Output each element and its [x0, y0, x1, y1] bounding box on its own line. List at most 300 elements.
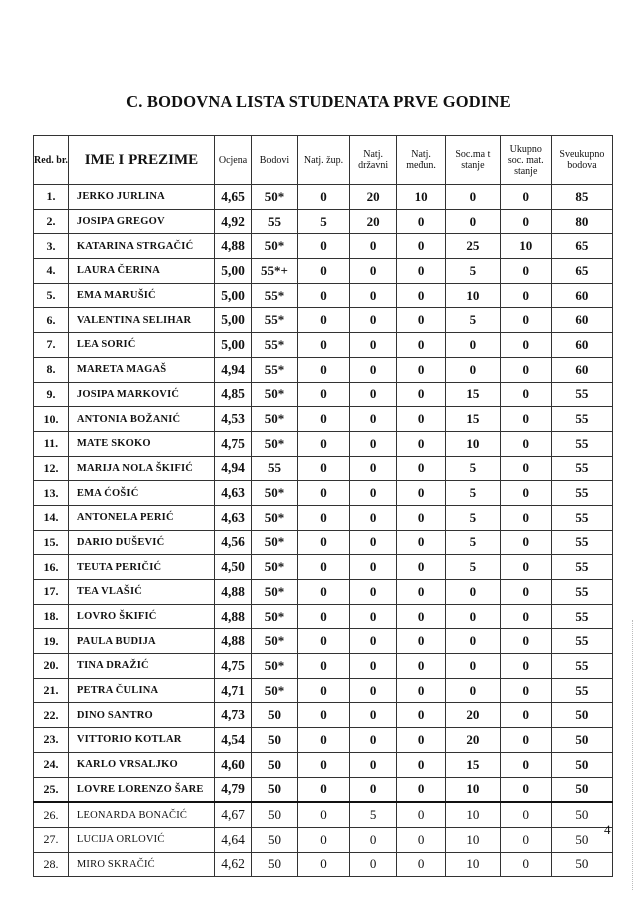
rank-cell: 5. [34, 283, 69, 308]
county-competition-cell: 0 [297, 505, 349, 530]
total-points-cell: 50 [551, 827, 612, 852]
total-points-cell: 50 [551, 703, 612, 728]
county-competition-cell: 0 [297, 827, 349, 852]
county-competition-cell: 0 [297, 654, 349, 679]
social-status-total-cell: 0 [500, 357, 551, 382]
header-rank: Red. br. [34, 136, 69, 185]
state-competition-cell: 0 [350, 431, 397, 456]
international-competition-cell: 0 [397, 259, 446, 284]
social-status-total-cell: 0 [500, 777, 551, 802]
grade-cell: 4,50 [215, 555, 252, 580]
name-cell: TEA VLAŠIĆ [68, 580, 214, 605]
county-competition-cell: 0 [297, 407, 349, 432]
grade-cell: 4,88 [215, 234, 252, 259]
points-cell: 50* [252, 604, 298, 629]
name-cell: DARIO DUŠEVIĆ [68, 530, 214, 555]
name-cell: PAULA BUDIJA [68, 629, 214, 654]
name-cell: ANTONIA BOŽANIĆ [68, 407, 214, 432]
table-row [34, 481, 613, 506]
grade-cell: 4,94 [215, 456, 252, 481]
social-status-total-cell: 0 [500, 678, 551, 703]
table-row [34, 752, 613, 777]
state-competition-cell: 0 [350, 456, 397, 481]
total-points-cell: 60 [551, 308, 612, 333]
points-cell: 50 [252, 728, 298, 753]
international-competition-cell: 0 [397, 752, 446, 777]
points-cell: 55 [252, 456, 298, 481]
points-cell: 50* [252, 481, 298, 506]
international-competition-cell: 0 [397, 283, 446, 308]
rank-cell: 7. [34, 333, 69, 358]
table-row [34, 505, 613, 530]
county-competition-cell: 0 [297, 259, 349, 284]
header-county-competition: Natj. žup. [297, 136, 349, 185]
social-status-cell: 0 [446, 357, 501, 382]
name-cell: LUCIJA ORLOVIĆ [68, 827, 214, 852]
table-row [34, 604, 613, 629]
name-cell: VALENTINA SELIHAR [68, 308, 214, 333]
header-social-status-total: Ukupno soc. mat. stanje [500, 136, 551, 185]
social-status-cell: 0 [446, 654, 501, 679]
county-competition-cell: 0 [297, 357, 349, 382]
grade-cell: 4,88 [215, 604, 252, 629]
international-competition-cell: 0 [397, 703, 446, 728]
social-status-cell: 5 [446, 308, 501, 333]
rank-cell: 27. [34, 827, 69, 852]
state-competition-cell: 0 [350, 852, 397, 877]
state-competition-cell: 0 [350, 555, 397, 580]
state-competition-cell: 0 [350, 505, 397, 530]
table-row [34, 802, 613, 827]
rank-cell: 23. [34, 728, 69, 753]
international-competition-cell: 0 [397, 382, 446, 407]
points-cell: 55 [252, 209, 298, 234]
state-competition-cell: 0 [350, 827, 397, 852]
county-competition-cell: 0 [297, 802, 349, 827]
social-status-total-cell: 0 [500, 555, 551, 580]
international-competition-cell: 0 [397, 777, 446, 802]
points-cell: 55* [252, 308, 298, 333]
international-competition-cell: 0 [397, 209, 446, 234]
total-points-cell: 55 [551, 654, 612, 679]
total-points-cell: 55 [551, 555, 612, 580]
name-cell: TEUTA PERIČIĆ [68, 555, 214, 580]
social-status-total-cell: 0 [500, 456, 551, 481]
table-row [34, 209, 613, 234]
table-row [34, 678, 613, 703]
international-competition-cell: 0 [397, 555, 446, 580]
rank-cell: 12. [34, 456, 69, 481]
total-points-cell: 50 [551, 777, 612, 802]
state-competition-cell: 20 [350, 209, 397, 234]
social-status-total-cell: 0 [500, 703, 551, 728]
grade-cell: 4,85 [215, 382, 252, 407]
social-status-total-cell: 0 [500, 505, 551, 530]
rank-cell: 24. [34, 752, 69, 777]
total-points-cell: 55 [551, 382, 612, 407]
points-cell: 55*+ [252, 259, 298, 284]
name-cell: KARLO VRSALJKO [68, 752, 214, 777]
rank-cell: 28. [34, 852, 69, 877]
name-cell: MARIJA NOLA ŠKIFIĆ [68, 456, 214, 481]
points-cell: 50 [252, 827, 298, 852]
name-cell: VITTORIO KOTLAR [68, 728, 214, 753]
points-cell: 50* [252, 555, 298, 580]
table-row [34, 852, 613, 877]
international-competition-cell: 0 [397, 604, 446, 629]
international-competition-cell: 0 [397, 333, 446, 358]
grade-cell: 5,00 [215, 333, 252, 358]
state-competition-cell: 5 [350, 802, 397, 827]
points-cell: 50 [252, 703, 298, 728]
international-competition-cell: 0 [397, 827, 446, 852]
table-row [34, 234, 613, 259]
state-competition-cell: 0 [350, 629, 397, 654]
state-competition-cell: 0 [350, 752, 397, 777]
rank-cell: 19. [34, 629, 69, 654]
social-status-total-cell: 0 [500, 308, 551, 333]
county-competition-cell: 0 [297, 530, 349, 555]
state-competition-cell: 0 [350, 678, 397, 703]
state-competition-cell: 0 [350, 604, 397, 629]
points-cell: 50 [252, 802, 298, 827]
scan-edge-artifact [632, 620, 633, 890]
grade-cell: 4,64 [215, 827, 252, 852]
name-cell: TINA DRAŽIĆ [68, 654, 214, 679]
total-points-cell: 55 [551, 407, 612, 432]
social-status-cell: 15 [446, 752, 501, 777]
county-competition-cell: 0 [297, 777, 349, 802]
social-status-cell: 15 [446, 407, 501, 432]
header-state-competition: Natj. državni [350, 136, 397, 185]
county-competition-cell: 0 [297, 234, 349, 259]
rank-cell: 22. [34, 703, 69, 728]
grade-cell: 4,53 [215, 407, 252, 432]
rank-cell: 9. [34, 382, 69, 407]
table-row [34, 185, 613, 210]
table-row [34, 827, 613, 852]
points-cell: 50* [252, 505, 298, 530]
state-competition-cell: 0 [350, 283, 397, 308]
table-row [34, 431, 613, 456]
table-row [34, 333, 613, 358]
total-points-cell: 60 [551, 283, 612, 308]
total-points-cell: 50 [551, 802, 612, 827]
social-status-total-cell: 0 [500, 728, 551, 753]
name-cell: LEA SORIĆ [68, 333, 214, 358]
state-competition-cell: 0 [350, 580, 397, 605]
name-cell: DINO SANTRO [68, 703, 214, 728]
social-status-cell: 5 [446, 481, 501, 506]
state-competition-cell: 0 [350, 357, 397, 382]
county-competition-cell: 0 [297, 333, 349, 358]
social-status-total-cell: 0 [500, 481, 551, 506]
name-cell: EMA ĆOŠIĆ [68, 481, 214, 506]
rank-cell: 3. [34, 234, 69, 259]
total-points-cell: 55 [551, 530, 612, 555]
international-competition-cell: 0 [397, 456, 446, 481]
total-points-cell: 50 [551, 852, 612, 877]
international-competition-cell: 0 [397, 505, 446, 530]
grade-cell: 4,92 [215, 209, 252, 234]
state-competition-cell: 0 [350, 382, 397, 407]
points-cell: 50 [252, 852, 298, 877]
rank-cell: 2. [34, 209, 69, 234]
social-status-cell: 5 [446, 456, 501, 481]
total-points-cell: 80 [551, 209, 612, 234]
table-row [34, 308, 613, 333]
rank-cell: 1. [34, 185, 69, 210]
county-competition-cell: 0 [297, 555, 349, 580]
grade-cell: 4,79 [215, 777, 252, 802]
rank-cell: 15. [34, 530, 69, 555]
grade-cell: 4,88 [215, 629, 252, 654]
state-competition-cell: 0 [350, 530, 397, 555]
header-points: Bodovi [252, 136, 298, 185]
social-status-cell: 0 [446, 580, 501, 605]
points-cell: 50* [252, 580, 298, 605]
total-points-cell: 55 [551, 481, 612, 506]
social-status-total-cell: 10 [500, 234, 551, 259]
state-competition-cell: 0 [350, 308, 397, 333]
header-total-points: Sveukupno bodova [551, 136, 612, 185]
social-status-total-cell: 0 [500, 333, 551, 358]
social-status-cell: 0 [446, 678, 501, 703]
social-status-total-cell: 0 [500, 604, 551, 629]
county-competition-cell: 0 [297, 678, 349, 703]
rank-cell: 21. [34, 678, 69, 703]
table-row [34, 382, 613, 407]
name-cell: KATARINA STRGAČIĆ [68, 234, 214, 259]
county-competition-cell: 0 [297, 629, 349, 654]
social-status-cell: 10 [446, 283, 501, 308]
social-status-cell: 0 [446, 333, 501, 358]
county-competition-cell: 0 [297, 431, 349, 456]
header-social-status: Soc.ma t stanje [446, 136, 501, 185]
county-competition-cell: 0 [297, 283, 349, 308]
table-row [34, 629, 613, 654]
table-row [34, 654, 613, 679]
social-status-cell: 10 [446, 827, 501, 852]
points-cell: 50* [252, 431, 298, 456]
rank-cell: 18. [34, 604, 69, 629]
grade-cell: 4,62 [215, 852, 252, 877]
name-cell: PETRA ČULINA [68, 678, 214, 703]
total-points-cell: 65 [551, 234, 612, 259]
grade-cell: 5,00 [215, 308, 252, 333]
social-status-cell: 5 [446, 555, 501, 580]
points-cell: 50* [252, 185, 298, 210]
rank-cell: 16. [34, 555, 69, 580]
total-points-cell: 60 [551, 333, 612, 358]
table-body [34, 185, 613, 877]
total-points-cell: 55 [551, 629, 612, 654]
social-status-total-cell: 0 [500, 827, 551, 852]
table-row [34, 530, 613, 555]
points-cell: 50 [252, 752, 298, 777]
state-competition-cell: 0 [350, 407, 397, 432]
points-cell: 55* [252, 333, 298, 358]
total-points-cell: 55 [551, 431, 612, 456]
social-status-total-cell: 0 [500, 852, 551, 877]
table-row [34, 555, 613, 580]
name-cell: LEONARDA BONAČIĆ [68, 802, 214, 827]
header-name: IME I PREZIME [68, 136, 214, 185]
county-competition-cell: 0 [297, 308, 349, 333]
county-competition-cell: 0 [297, 752, 349, 777]
rank-cell: 11. [34, 431, 69, 456]
social-status-total-cell: 0 [500, 185, 551, 210]
social-status-total-cell: 0 [500, 209, 551, 234]
points-cell: 50* [252, 654, 298, 679]
international-competition-cell: 0 [397, 481, 446, 506]
grade-cell: 4,60 [215, 752, 252, 777]
county-competition-cell: 0 [297, 852, 349, 877]
social-status-cell: 10 [446, 802, 501, 827]
header-row [34, 136, 613, 185]
state-competition-cell: 0 [350, 777, 397, 802]
social-status-total-cell: 0 [500, 752, 551, 777]
international-competition-cell: 0 [397, 530, 446, 555]
state-competition-cell: 0 [350, 259, 397, 284]
name-cell: ANTONELA PERIĆ [68, 505, 214, 530]
name-cell: LOVRO ŠKIFIĆ [68, 604, 214, 629]
international-competition-cell: 0 [397, 431, 446, 456]
grade-cell: 4,88 [215, 580, 252, 605]
state-competition-cell: 0 [350, 703, 397, 728]
grade-cell: 4,71 [215, 678, 252, 703]
grade-cell: 4,63 [215, 481, 252, 506]
points-cell: 50* [252, 629, 298, 654]
social-status-cell: 5 [446, 530, 501, 555]
table-row [34, 728, 613, 753]
county-competition-cell: 0 [297, 728, 349, 753]
state-competition-cell: 0 [350, 654, 397, 679]
international-competition-cell: 0 [397, 629, 446, 654]
name-cell: LOVRE LORENZO ŠARE [68, 777, 214, 802]
social-status-cell: 5 [446, 259, 501, 284]
grade-cell: 5,00 [215, 259, 252, 284]
grade-cell: 4,94 [215, 357, 252, 382]
international-competition-cell: 0 [397, 407, 446, 432]
grade-cell: 4,75 [215, 431, 252, 456]
document-title: C. BODOVNA LISTA STUDENATA PRVE GODINE [126, 92, 511, 111]
total-points-cell: 50 [551, 752, 612, 777]
total-points-cell: 55 [551, 505, 612, 530]
name-cell: JOSIPA GREGOV [68, 209, 214, 234]
county-competition-cell: 0 [297, 604, 349, 629]
grade-cell: 4,75 [215, 654, 252, 679]
county-competition-cell: 0 [297, 456, 349, 481]
rank-cell: 4. [34, 259, 69, 284]
grade-cell: 4,73 [215, 703, 252, 728]
social-status-total-cell: 0 [500, 283, 551, 308]
points-cell: 50* [252, 407, 298, 432]
rank-cell: 14. [34, 505, 69, 530]
state-competition-cell: 0 [350, 333, 397, 358]
social-status-cell: 0 [446, 604, 501, 629]
name-cell: MIRO SKRAČIĆ [68, 852, 214, 877]
total-points-cell: 55 [551, 604, 612, 629]
international-competition-cell: 0 [397, 357, 446, 382]
page-number: 4 [604, 822, 611, 837]
name-cell: MATE SKOKO [68, 431, 214, 456]
social-status-cell: 10 [446, 852, 501, 877]
total-points-cell: 55 [551, 678, 612, 703]
table-row [34, 580, 613, 605]
points-cell: 50* [252, 678, 298, 703]
social-status-total-cell: 0 [500, 407, 551, 432]
grade-cell: 5,00 [215, 283, 252, 308]
international-competition-cell: 0 [397, 308, 446, 333]
grade-cell: 4,54 [215, 728, 252, 753]
total-points-cell: 85 [551, 185, 612, 210]
table-row [34, 259, 613, 284]
total-points-cell: 50 [551, 728, 612, 753]
international-competition-cell: 0 [397, 580, 446, 605]
table-row [34, 456, 613, 481]
grade-cell: 4,63 [215, 505, 252, 530]
social-status-cell: 15 [446, 382, 501, 407]
international-competition-cell: 0 [397, 802, 446, 827]
international-competition-cell: 10 [397, 185, 446, 210]
grade-cell: 4,56 [215, 530, 252, 555]
table-row [34, 777, 613, 802]
name-cell: LAURA ČERINA [68, 259, 214, 284]
points-cell: 55* [252, 357, 298, 382]
social-status-total-cell: 0 [500, 259, 551, 284]
social-status-cell: 20 [446, 703, 501, 728]
international-competition-cell: 0 [397, 728, 446, 753]
social-status-cell: 5 [446, 505, 501, 530]
name-cell: JERKO JURLINA [68, 185, 214, 210]
county-competition-cell: 0 [297, 481, 349, 506]
points-cell: 50* [252, 382, 298, 407]
social-status-total-cell: 0 [500, 629, 551, 654]
state-competition-cell: 0 [350, 481, 397, 506]
county-competition-cell: 5 [297, 209, 349, 234]
rank-cell: 10. [34, 407, 69, 432]
rank-cell: 25. [34, 777, 69, 802]
table-row [34, 283, 613, 308]
total-points-cell: 55 [551, 580, 612, 605]
social-status-total-cell: 0 [500, 654, 551, 679]
rank-cell: 17. [34, 580, 69, 605]
rank-cell: 26. [34, 802, 69, 827]
header-international-competition: Natj. međun. [397, 136, 446, 185]
state-competition-cell: 0 [350, 234, 397, 259]
social-status-cell: 10 [446, 777, 501, 802]
points-cell: 50* [252, 530, 298, 555]
social-status-cell: 25 [446, 234, 501, 259]
rank-cell: 20. [34, 654, 69, 679]
international-competition-cell: 0 [397, 852, 446, 877]
name-cell: JOSIPA MARKOVIĆ [68, 382, 214, 407]
international-competition-cell: 0 [397, 234, 446, 259]
state-competition-cell: 0 [350, 728, 397, 753]
total-points-cell: 55 [551, 456, 612, 481]
grade-cell: 4,67 [215, 802, 252, 827]
international-competition-cell: 0 [397, 678, 446, 703]
header-grade: Ocjena [215, 136, 252, 185]
social-status-total-cell: 0 [500, 431, 551, 456]
table-row [34, 407, 613, 432]
state-competition-cell: 20 [350, 185, 397, 210]
county-competition-cell: 0 [297, 185, 349, 210]
points-cell: 50 [252, 777, 298, 802]
social-status-cell: 20 [446, 728, 501, 753]
social-status-cell: 10 [446, 431, 501, 456]
